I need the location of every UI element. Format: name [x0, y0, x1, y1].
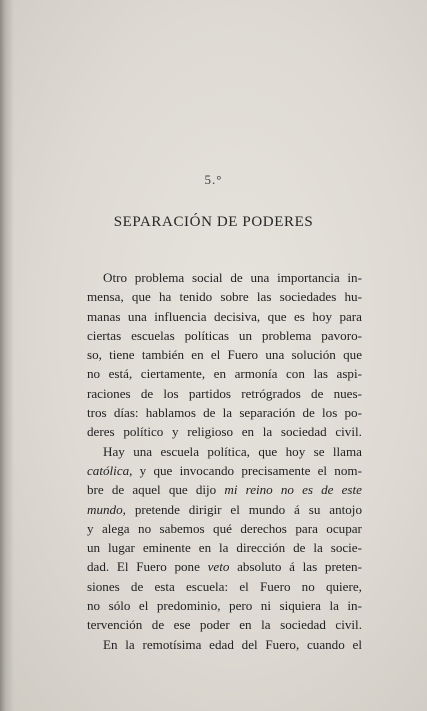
- word: influencia: [154, 308, 207, 324]
- italic-word: veto: [207, 559, 230, 575]
- text-line: [87, 635, 362, 654]
- word: lugar: [108, 540, 135, 556]
- word: armonía: [234, 366, 278, 382]
- word: de: [311, 385, 324, 401]
- word: precisamente: [241, 462, 311, 478]
- word: Fuero: [259, 578, 291, 594]
- word: dirigir: [188, 501, 222, 517]
- word: ciertas: [87, 327, 122, 343]
- word: pone: [174, 559, 200, 575]
- word: la: [329, 598, 339, 614]
- word: para: [339, 308, 362, 324]
- word: problema: [261, 327, 312, 343]
- word: siones: [87, 578, 120, 594]
- word: la: [313, 540, 323, 556]
- word: in-: [347, 270, 362, 285]
- word: socie-: [330, 540, 362, 556]
- word: separación: [239, 405, 296, 421]
- section-title: SEPARACIÓN DE PODERES: [113, 214, 314, 230]
- word: hu-: [344, 289, 362, 305]
- word: retrógrados: [241, 385, 301, 401]
- word: dirección: [236, 540, 286, 556]
- word: que: [131, 289, 151, 305]
- word: en: [213, 366, 227, 382]
- word: alega: [101, 520, 130, 536]
- word: de: [230, 270, 243, 285]
- word: invocando: [179, 462, 235, 478]
- word: á: [289, 559, 295, 575]
- italic-word: reino: [245, 482, 273, 498]
- word: en: [191, 347, 204, 363]
- word: tiene: [109, 347, 135, 363]
- text-line: [87, 384, 362, 403]
- word: que: [343, 347, 362, 363]
- word: los: [163, 385, 179, 401]
- text-line: [87, 442, 362, 461]
- text-line: [87, 577, 362, 596]
- section-number: 5.°: [204, 172, 223, 187]
- word: los: [322, 405, 338, 421]
- word: de: [130, 578, 144, 594]
- text-line: [87, 596, 362, 615]
- word: hoy: [285, 443, 306, 459]
- binding-shadow: [0, 0, 14, 711]
- word: que: [153, 462, 173, 478]
- word: civil.: [335, 617, 362, 633]
- word: civil.: [335, 424, 362, 440]
- text-line: [87, 287, 362, 306]
- word: una: [127, 308, 147, 324]
- word: no: [87, 366, 101, 382]
- word: cuando: [306, 636, 345, 652]
- word: político: [123, 424, 164, 440]
- word: en: [198, 540, 212, 556]
- word: llama: [332, 443, 362, 459]
- word: poder: [199, 617, 230, 633]
- word: esta: [154, 578, 175, 594]
- word: dijo: [195, 482, 217, 498]
- italic-word: católica,: [87, 462, 133, 478]
- word: sociedad: [280, 424, 327, 440]
- text-line: [87, 461, 362, 480]
- body-text: [87, 268, 362, 654]
- word: Fuero: [227, 347, 259, 363]
- word: para: [295, 520, 318, 536]
- word: absoluto: [237, 559, 282, 575]
- word: el: [210, 347, 221, 363]
- word: dad.: [87, 559, 110, 575]
- word: Fuero: [136, 559, 167, 575]
- word: so,: [87, 347, 102, 363]
- word: y: [139, 462, 147, 478]
- text-line: [87, 364, 362, 383]
- word: que: [258, 443, 278, 459]
- word: políticas: [184, 327, 229, 343]
- word: quiere,: [325, 578, 362, 594]
- word: importancia: [277, 270, 340, 285]
- word: el: [352, 636, 362, 652]
- word: pretende: [134, 501, 180, 517]
- word: el: [239, 578, 249, 594]
- word: hablamos: [145, 405, 196, 421]
- word: escuelas: [131, 327, 175, 343]
- word: de: [151, 617, 165, 633]
- word: pero: [229, 598, 253, 614]
- word: Hay: [103, 443, 125, 459]
- word: ha: [158, 289, 172, 305]
- word: y: [87, 520, 94, 536]
- word: mensa,: [87, 289, 124, 305]
- word: días:: [113, 405, 139, 421]
- word: una: [250, 270, 270, 285]
- word: la: [262, 424, 273, 440]
- italic-word: de: [321, 482, 334, 498]
- word: una: [133, 443, 153, 459]
- word: el: [138, 598, 149, 614]
- word: no: [138, 520, 152, 536]
- word: aspi-: [336, 366, 362, 382]
- word: el: [317, 462, 328, 478]
- word: nom-: [334, 462, 362, 478]
- italic-word: este: [341, 482, 362, 498]
- word: tros: [87, 405, 107, 421]
- word: á: [294, 501, 300, 517]
- word: la: [222, 405, 233, 421]
- text-line: [87, 403, 362, 422]
- word: nues-: [333, 385, 362, 401]
- word: manas: [87, 308, 121, 324]
- word: aquel: [132, 482, 161, 498]
- word: Otro: [103, 270, 128, 285]
- word: de: [140, 385, 154, 401]
- text-line: [87, 615, 362, 634]
- word: no: [87, 598, 101, 614]
- word: siquiera: [279, 598, 321, 614]
- word: es: [294, 308, 305, 324]
- text-line: [87, 307, 362, 326]
- word: hoy: [312, 308, 332, 324]
- word: preten-: [324, 559, 362, 575]
- word: social: [192, 270, 223, 285]
- text-line: [87, 519, 362, 538]
- word: tenido: [179, 289, 213, 305]
- word: mundo: [248, 501, 286, 517]
- word: de: [111, 482, 125, 498]
- word: la: [219, 540, 229, 556]
- word: El: [116, 559, 129, 575]
- word: un: [87, 540, 101, 556]
- word: deres: [87, 424, 115, 440]
- text-line: [87, 538, 362, 557]
- word: del: [241, 636, 258, 652]
- text-line: [87, 557, 362, 576]
- word: in-: [347, 598, 362, 614]
- word: decisiva,: [214, 308, 261, 324]
- word: política,: [207, 443, 250, 459]
- word: derechos: [240, 520, 287, 536]
- word: que: [267, 308, 287, 324]
- word: remotísima: [142, 636, 202, 652]
- word: pavoro-: [321, 327, 362, 343]
- word: sólo: [108, 598, 131, 614]
- word: bre: [87, 482, 104, 498]
- word: sobre: [220, 289, 249, 305]
- word: ciertamente,: [140, 366, 206, 382]
- italic-word: mundo,: [87, 501, 126, 517]
- word: sabemos: [159, 520, 205, 536]
- word: solución: [291, 347, 336, 363]
- word: no: [301, 578, 315, 594]
- word: raciones: [87, 385, 131, 401]
- word: En: [103, 636, 118, 652]
- word: su: [308, 501, 321, 517]
- word: la: [125, 636, 135, 652]
- word: en: [239, 617, 252, 633]
- word: las: [256, 289, 272, 305]
- word: la: [261, 617, 271, 633]
- word: ocupar: [326, 520, 362, 536]
- word: se: [313, 443, 325, 459]
- italic-word: no: [280, 482, 294, 498]
- italic-word: mi: [224, 482, 238, 498]
- word: problema: [134, 270, 185, 285]
- text-line: [87, 326, 362, 345]
- word: ni: [260, 598, 271, 614]
- text-line: [87, 480, 362, 499]
- word: escuela:: [185, 578, 229, 594]
- word: y: [172, 424, 179, 440]
- word: religioso: [187, 424, 234, 440]
- word: una: [265, 347, 285, 363]
- word: un: [238, 327, 252, 343]
- word: Fuero,: [265, 636, 300, 652]
- word: predominio,: [156, 598, 221, 614]
- text-line: [87, 500, 362, 519]
- word: de: [293, 540, 306, 556]
- word: sociedad: [280, 617, 326, 633]
- word: escuela: [160, 443, 200, 459]
- italic-word: es: [302, 482, 313, 498]
- word: las: [313, 366, 328, 382]
- text-line: [87, 422, 362, 441]
- word: partidos: [188, 385, 232, 401]
- word: en: [241, 424, 255, 440]
- text-line: [87, 345, 362, 364]
- word: ese: [173, 617, 191, 633]
- word: también: [141, 347, 185, 363]
- word: eminente: [142, 540, 191, 556]
- word: sociedades: [279, 289, 337, 305]
- word: está,: [108, 366, 133, 382]
- word: el: [230, 501, 240, 517]
- word: las: [302, 559, 318, 575]
- word: antojo: [329, 501, 362, 517]
- word: con: [286, 366, 305, 382]
- word: edad: [209, 636, 234, 652]
- word: de: [203, 405, 216, 421]
- word: de: [302, 405, 315, 421]
- word: po-: [344, 405, 362, 421]
- word: tervención: [87, 617, 143, 633]
- word: qué: [213, 520, 232, 536]
- word: que: [168, 482, 188, 498]
- text-line: [87, 268, 362, 287]
